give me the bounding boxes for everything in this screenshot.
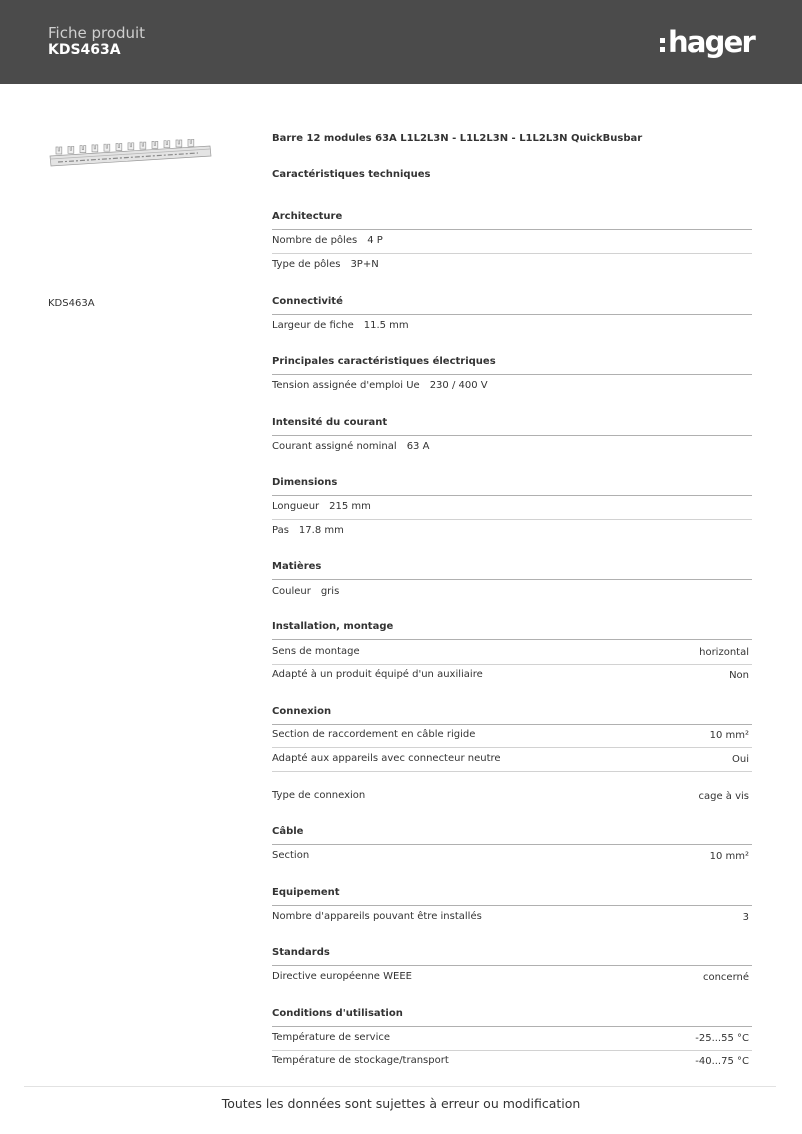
section-connectivite: Connectivité	[272, 296, 752, 315]
spec-value: cage à vis	[698, 791, 749, 802]
spec-label: Adapté à un produit équipé d'un auxiliaire	[272, 669, 483, 680]
product-image	[48, 136, 212, 170]
spec-value: 10 mm²	[709, 851, 749, 862]
spec-value: 3	[742, 912, 749, 923]
section-architecture: Architecture	[272, 211, 752, 230]
spec-label: Température de service	[272, 1032, 391, 1043]
spec-label: Type de connexion	[272, 790, 366, 801]
spec-label: Nombre d'appareils pouvant être installés	[272, 911, 482, 922]
spec-label: Température de stockage/transport	[272, 1055, 449, 1066]
section-conditions: Conditions d'utilisation	[272, 1008, 752, 1027]
spec-value: 230 / 400 V	[429, 380, 488, 391]
document-type: Fiche produit	[48, 24, 146, 42]
spec-label: Adapté aux appareils avec connecteur neutre	[272, 753, 501, 764]
spec-row	[272, 748, 752, 772]
spec-label: Type de pôles	[272, 259, 341, 270]
spec-value: -40...75 °C	[695, 1056, 749, 1067]
spec-row	[272, 785, 752, 808]
spec-row	[272, 966, 752, 989]
spec-value: 10 mm²	[709, 730, 749, 741]
page-header	[0, 0, 802, 84]
side-reference: KDS463A	[48, 298, 95, 309]
spec-row	[272, 845, 752, 868]
spec-label: Longueur	[272, 501, 320, 512]
spec-row	[272, 906, 752, 929]
spec-value: Non	[729, 670, 749, 681]
spec-label: Tension assignée d'emploi Ue	[272, 380, 420, 391]
logo-wordmark: hager	[668, 24, 754, 59]
spec-value: 17.8 mm	[298, 525, 344, 536]
spec-label: Pas	[272, 525, 289, 536]
spec-value: 215 mm	[329, 501, 371, 512]
spec-row	[272, 315, 752, 338]
spec-label: Sens de montage	[272, 646, 360, 657]
spec-row	[272, 436, 752, 459]
spec-label: Couleur	[272, 586, 311, 597]
hager-logo	[660, 24, 754, 60]
section-installation: Installation, montage	[272, 621, 752, 640]
spec-label: Section de raccordement en câble rigide	[272, 729, 476, 740]
spec-value: 63 A	[406, 441, 430, 452]
spec-row	[272, 520, 752, 543]
spec-row	[272, 254, 752, 277]
spec-row	[272, 664, 752, 687]
spec-row	[272, 581, 752, 604]
product-title: Barre 12 modules 63A L1L2L3N - L1L2L3N - L1L2L3N QuickBusbar	[272, 133, 643, 144]
logo-dots-icon	[660, 38, 665, 52]
spec-value: Oui	[732, 754, 749, 765]
spec-value: gris	[320, 586, 340, 597]
spec-row	[272, 724, 752, 748]
spec-value: concerné	[702, 972, 749, 983]
spec-label: Nombre de pôles	[272, 235, 358, 246]
section-cable: Câble	[272, 826, 752, 845]
spec-label: Directive européenne WEEE	[272, 971, 412, 982]
spec-row	[272, 1050, 752, 1073]
spec-label: Section	[272, 850, 310, 861]
spec-row	[272, 1027, 752, 1051]
section-connexion: Connexion	[272, 706, 752, 725]
section-intensite: Intensité du courant	[272, 417, 752, 436]
spec-value: -25...55 °C	[695, 1033, 749, 1044]
spec-row	[272, 641, 752, 665]
section-electriques: Principales caractéristiques électriques	[272, 356, 752, 375]
footer-disclaimer: Toutes les données sont sujettes à erreur ou modification	[221, 1096, 581, 1111]
spec-row	[272, 375, 752, 398]
spec-value: horizontal	[699, 647, 749, 658]
product-reference: KDS463A	[48, 42, 121, 58]
spec-label: Largeur de fiche	[272, 320, 354, 331]
spec-value: 3P+N	[350, 259, 379, 270]
spec-value: 4 P	[367, 235, 383, 246]
section-dimensions: Dimensions	[272, 477, 752, 496]
section-matieres: Matières	[272, 561, 752, 580]
technical-specs-heading: Caractéristiques techniques	[272, 169, 431, 180]
section-standards: Standards	[272, 947, 752, 966]
spec-row	[272, 496, 752, 520]
footer-divider	[24, 1086, 776, 1087]
spec-value: 11.5 mm	[363, 320, 409, 331]
spec-row	[272, 230, 752, 254]
spec-label: Courant assigné nominal	[272, 441, 397, 452]
section-equipement: Equipement	[272, 887, 752, 906]
